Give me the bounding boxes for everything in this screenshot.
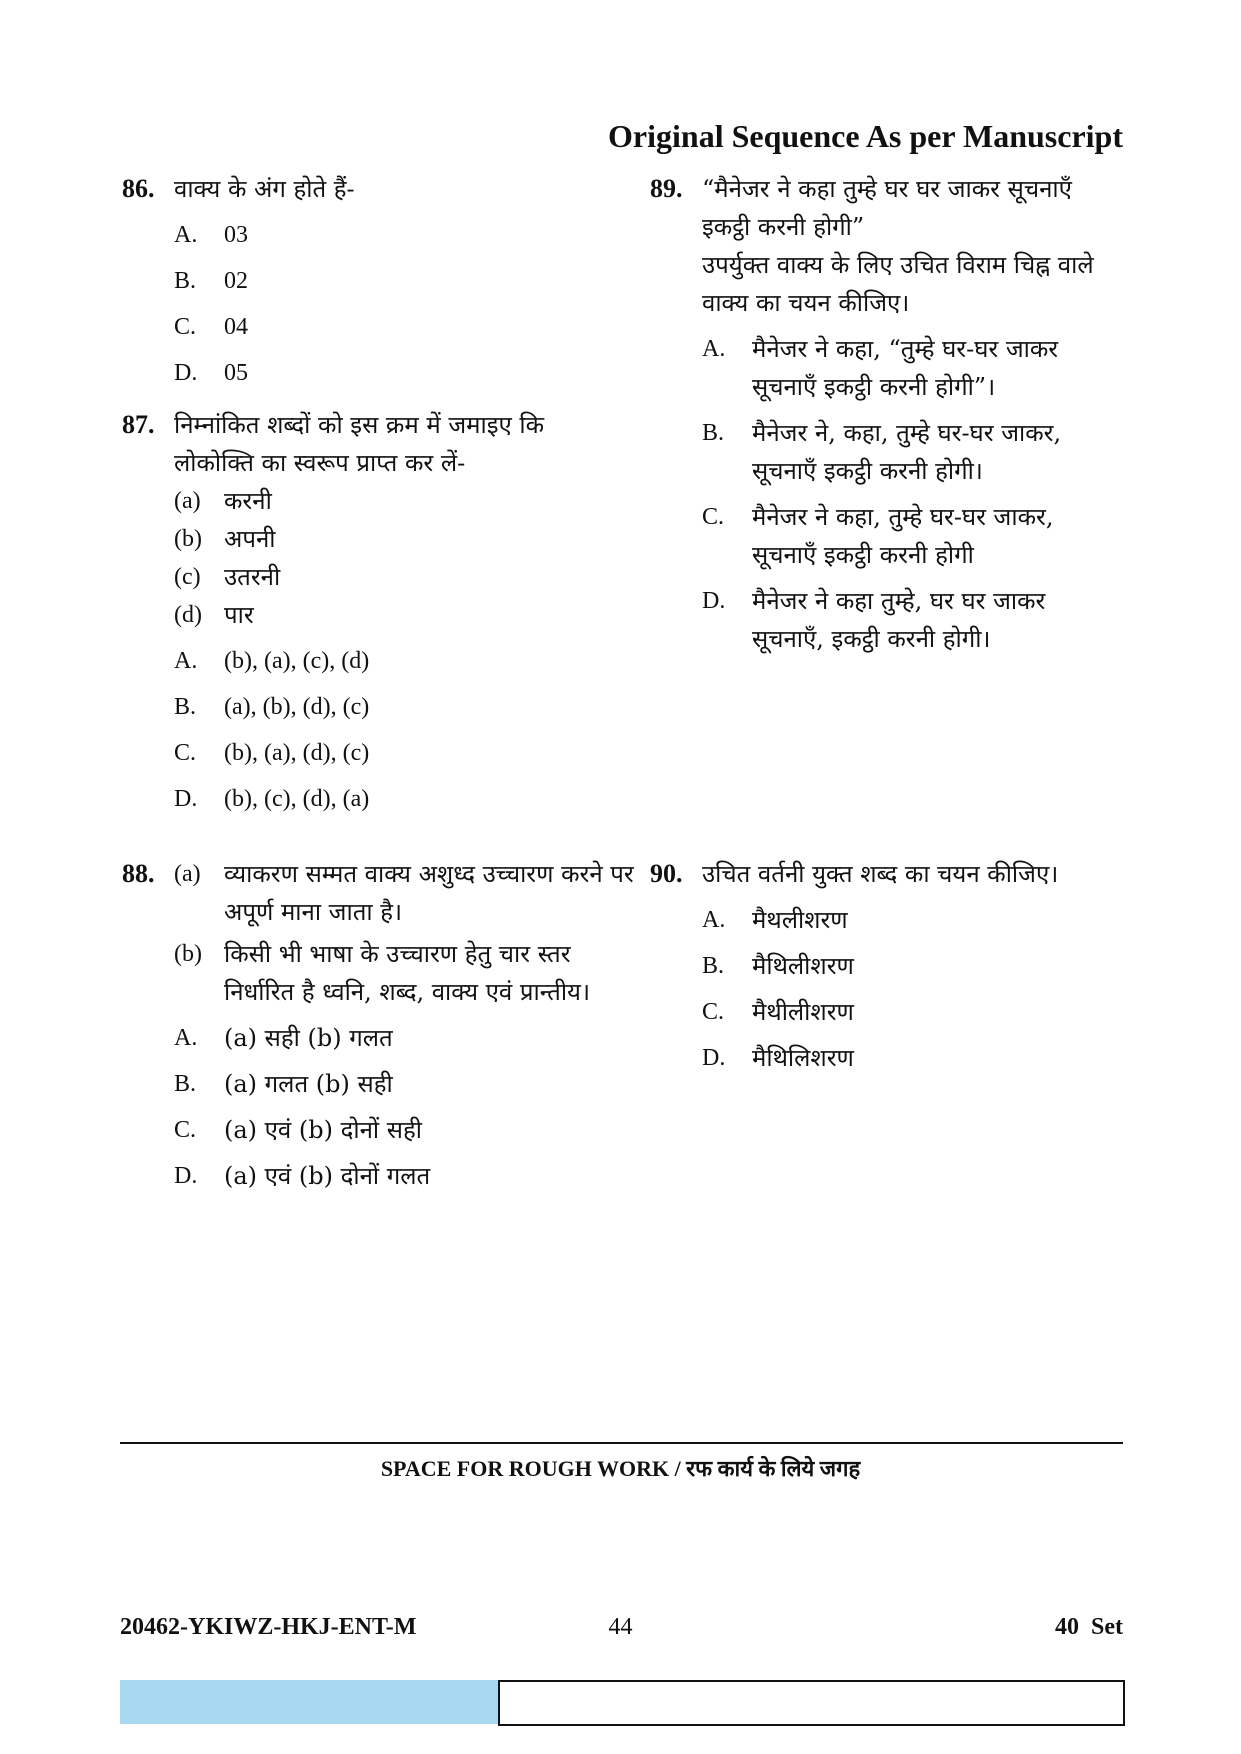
question-86 <box>122 170 622 208</box>
question-number: 87. <box>122 410 155 439</box>
question-number: 89. <box>650 174 683 203</box>
rough-work-label: SPACE FOR ROUGH WORK / रफ कार्य के लिये जगह <box>380 1456 861 1481</box>
option-b[interactable]: B. 02 <box>174 268 248 294</box>
option-c[interactable]: C. मैनेजर ने कहा, तुम्हे घर-घर जाकर, सूचनाएँ इकट्ठी करनी होगी <box>702 503 1054 569</box>
question-87 <box>122 406 622 482</box>
option-d[interactable]: D. (b), (c), (d), (a) <box>174 786 370 812</box>
option-b[interactable]: B. मैनेजर ने, कहा, तुम्हे घर-घर जाकर, सूचनाएँ इकट्ठी करनी होगी। <box>702 419 1062 485</box>
option-c[interactable]: C. 04 <box>174 314 248 340</box>
footer-color-bar <box>120 1680 498 1724</box>
page-heading: Original Sequence As per Manuscript <box>608 118 1123 154</box>
word-item: (d) पार <box>174 601 254 629</box>
option-b[interactable]: B. मैथिलीशरण <box>702 952 854 980</box>
paper-code: 20462-YKIWZ-HKJ-ENT-M <box>120 1614 417 1640</box>
option-a[interactable]: A. (b), (a), (c), (d) <box>174 648 370 674</box>
option-a[interactable]: A. 03 <box>174 222 248 248</box>
option-a[interactable]: A. (a) सही (b) गलत <box>174 1024 393 1052</box>
question-89 <box>650 170 1120 658</box>
question-88: 88. (a) व्याकरण सम्मत वाक्य अशुध्द उच्चारण करने पर अपूर्ण माना जाता है। (b) किसी भी भाषा के उच्चारण हेतु चार स्तर निर्धारित है ध्वनि, शब्द, वाक्य एवं प्रान्तीय। A. (a) सही (b) गलत B. (a) गलत (b) सही C. (a) एवं (b) दोनों सही D. (a) एवं (b) दोनों गलत <box>122 855 642 1195</box>
word-item: (a) करनी <box>174 487 272 515</box>
word-item: (c) उतरनी <box>174 563 281 591</box>
option-c[interactable]: C. (a) एवं (b) दोनों सही <box>174 1116 422 1144</box>
option-b[interactable]: B. (a) गलत (b) सही <box>174 1070 393 1098</box>
statement-a: व्याकरण सम्मत वाक्य अशुध्द उच्चारण करने पर अपूर्ण माना जाता है। <box>224 860 634 926</box>
option-d[interactable]: D. मैनेजर ने कहा तुम्हे, घर घर जाकर सूचनाएँ, इकट्ठी करनी होगी। <box>702 587 1046 653</box>
question-text: निम्नांकित शब्दों को इस क्रम में जमाइए कि लोकोक्ति का स्वरूप प्राप्त कर लें- <box>174 411 545 477</box>
option-a[interactable]: A. मैनेजर ने कहा, “तुम्हे घर-घर जाकर सूचनाएँ इकट्ठी करनी होगी”। <box>702 335 1059 401</box>
question-number: 88. <box>122 859 155 888</box>
question-text: उचित वर्तनी युक्त शब्द का चयन कीजिए। <box>702 860 1059 888</box>
divider-line <box>120 1442 1123 1444</box>
page-number: 44 <box>608 1614 633 1640</box>
statement-b: (b) किसी भी भाषा के उच्चारण हेतु चार स्तर निर्धारित है ध्वनि, शब्द, वाक्य एवं प्रान्तीय। <box>174 940 591 1006</box>
option-d[interactable]: D. मैथिलिशरण <box>702 1044 854 1072</box>
option-d[interactable]: D. (a) एवं (b) दोनों गलत <box>174 1162 431 1190</box>
word-item: (b) अपनी <box>174 525 276 553</box>
left-column <box>122 170 622 818</box>
option-b[interactable]: B. (a), (b), (d), (c) <box>174 694 370 720</box>
set-label: 40 Set <box>1055 1614 1123 1640</box>
question-90 <box>650 855 1120 1077</box>
question-text: वाक्य के अंग होते हैं- <box>174 175 355 203</box>
question-number: 90. <box>650 859 683 888</box>
option-c[interactable]: C. मैथीलीशरण <box>702 998 854 1026</box>
question-instruction: उपर्युक्त वाक्य के लिए उचित विराम चिह्न वाले वाक्य का चयन कीजिए। <box>702 251 1094 317</box>
question-number: 86. <box>122 174 155 203</box>
word-list <box>122 482 622 634</box>
option-d[interactable]: D. 05 <box>174 360 248 386</box>
footer-box <box>498 1680 1125 1726</box>
option-c[interactable]: C. (b), (a), (d), (c) <box>174 740 370 766</box>
question-text: “मैनेजर ने कहा तुम्हे घर घर जाकर सूचनाएँ इकट्ठी करनी होगी” <box>702 175 1072 241</box>
option-a[interactable]: A. मैथलीशरण <box>702 906 848 934</box>
